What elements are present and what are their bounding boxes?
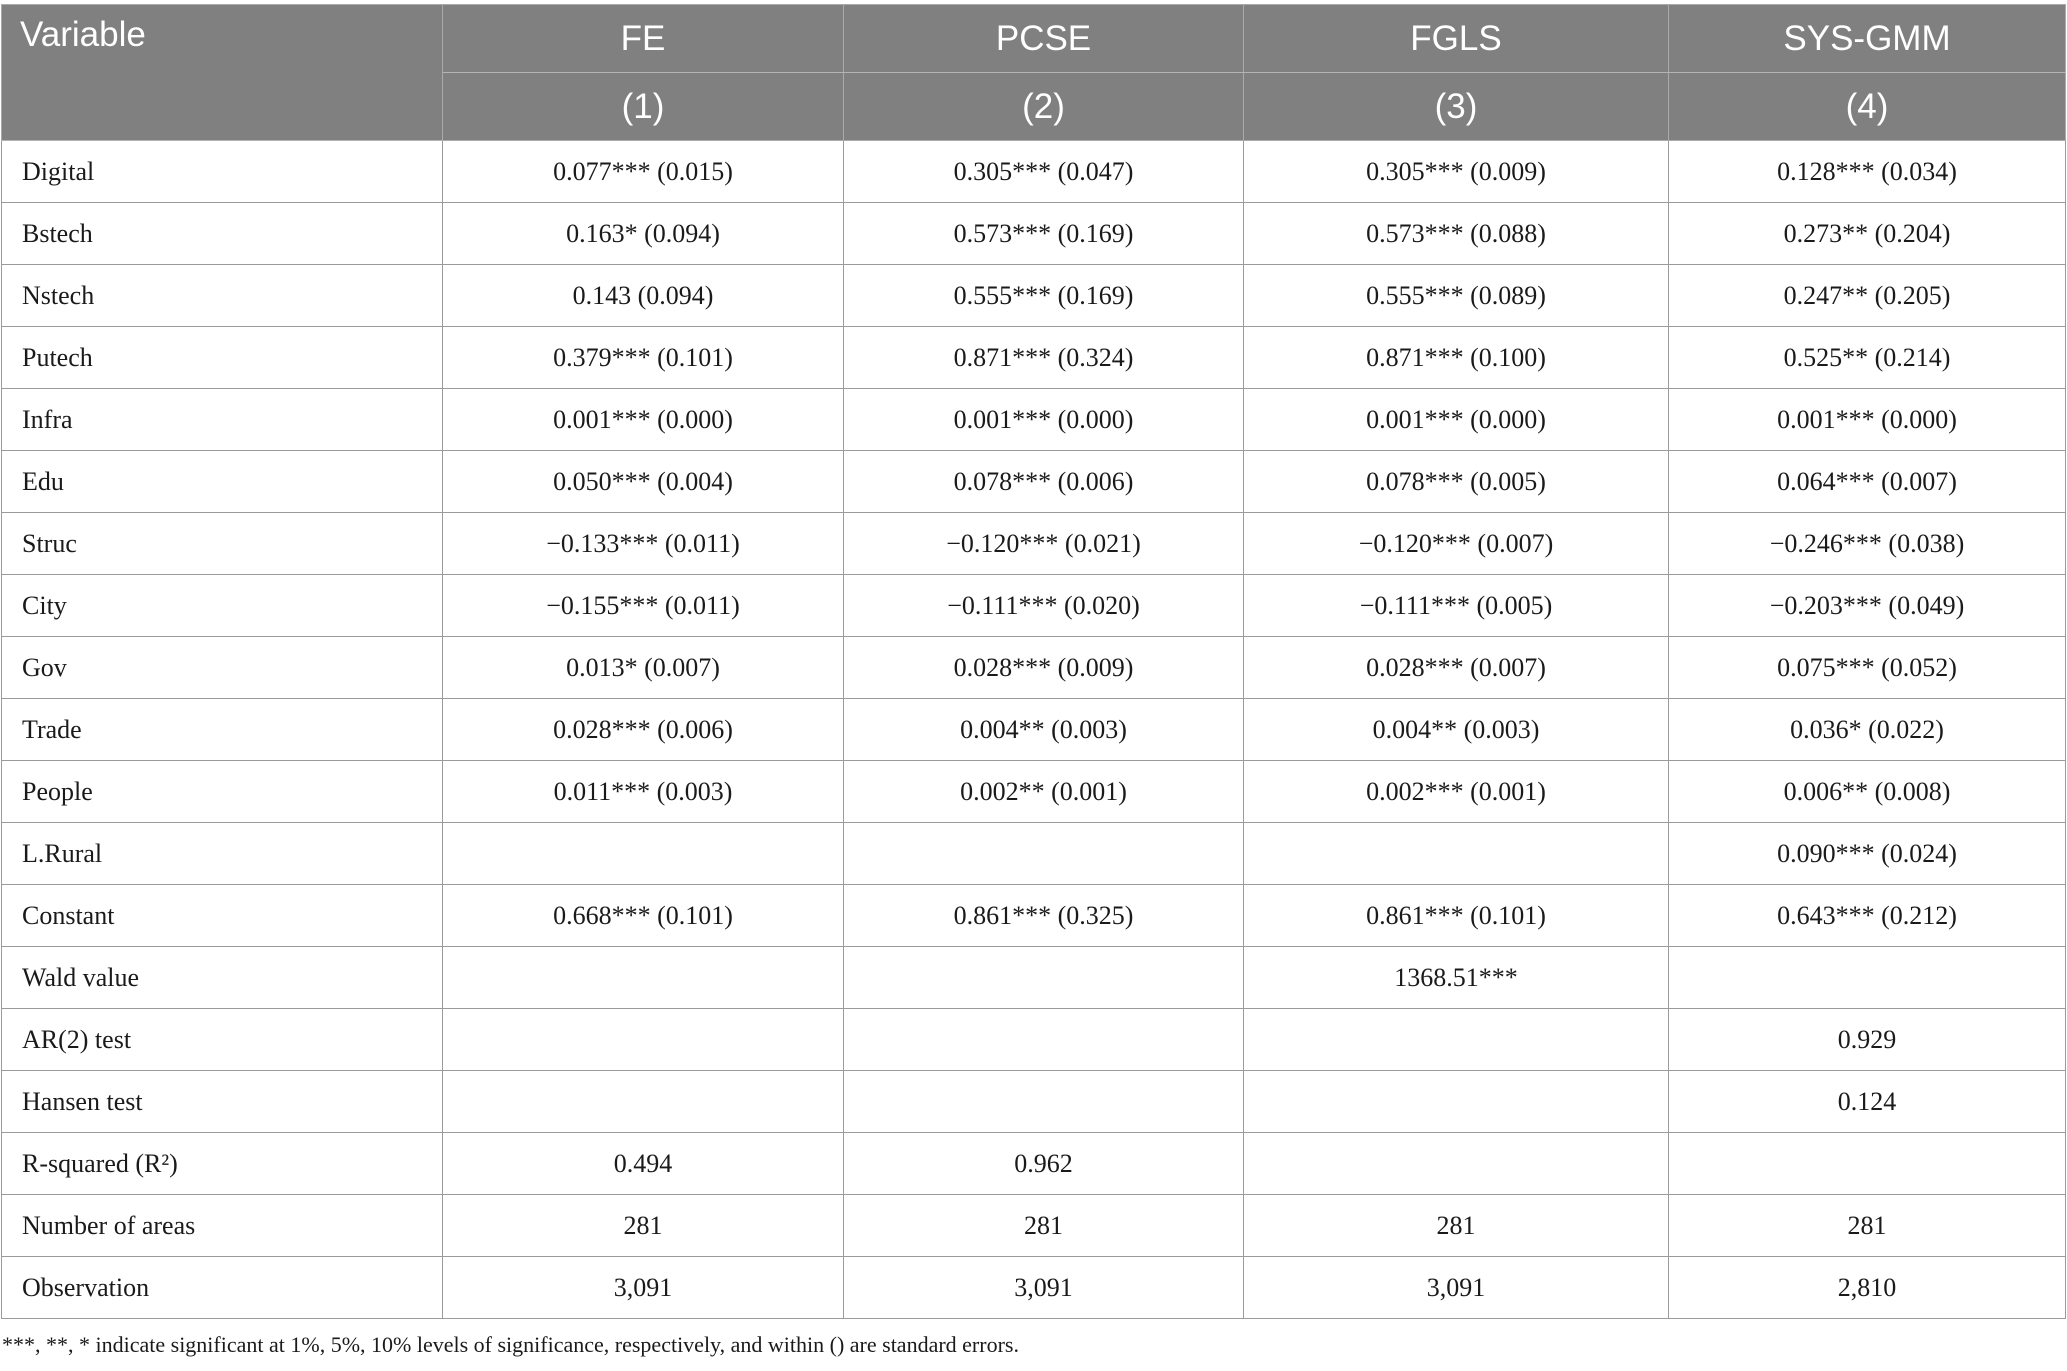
- table-cell: 3,091: [844, 1257, 1244, 1319]
- table-cell: 0.247** (0.205): [1669, 265, 2066, 327]
- table-cell: 0.090*** (0.024): [1669, 823, 2066, 885]
- table-body: [2, 141, 2066, 1319]
- table-row: [2, 1071, 2066, 1133]
- table-cell: 0.075*** (0.052): [1669, 637, 2066, 699]
- row-label: Number of areas: [2, 1195, 443, 1257]
- table-cell: 0.555*** (0.089): [1244, 265, 1669, 327]
- table-cell: [844, 1071, 1244, 1133]
- table-cell: 0.001*** (0.000): [844, 389, 1244, 451]
- row-label: Edu: [2, 451, 443, 513]
- row-label: Gov: [2, 637, 443, 699]
- table-cell: 0.077*** (0.015): [443, 141, 844, 203]
- row-label: Wald value: [2, 947, 443, 1009]
- table-row: [2, 699, 2066, 761]
- table-cell: 0.871*** (0.100): [1244, 327, 1669, 389]
- table-cell: 0.525** (0.214): [1669, 327, 2066, 389]
- header-number-4: (4): [1669, 73, 2066, 141]
- table-cell: [1244, 1071, 1669, 1133]
- table-cell: [1244, 823, 1669, 885]
- table-cell: 0.305*** (0.047): [844, 141, 1244, 203]
- table-cell: 0.861*** (0.101): [1244, 885, 1669, 947]
- table-cell: 0.028*** (0.009): [844, 637, 1244, 699]
- table-row: [2, 885, 2066, 947]
- table-header: [2, 5, 2066, 141]
- table-row: [2, 451, 2066, 513]
- table-cell: 0.064*** (0.007): [1669, 451, 2066, 513]
- header-row-models: [2, 5, 2066, 73]
- row-label: Constant: [2, 885, 443, 947]
- header-number-1: (1): [443, 73, 844, 141]
- table-cell: 0.013* (0.007): [443, 637, 844, 699]
- row-label: City: [2, 575, 443, 637]
- table-cell: 0.028*** (0.006): [443, 699, 844, 761]
- row-label: Bstech: [2, 203, 443, 265]
- table-row: [2, 389, 2066, 451]
- table-row: [2, 575, 2066, 637]
- header-model-pcse: PCSE: [844, 5, 1244, 73]
- table-cell: 0.006** (0.008): [1669, 761, 2066, 823]
- table-cell: 0.143 (0.094): [443, 265, 844, 327]
- table-cell: 0.494: [443, 1133, 844, 1195]
- table-row: [2, 823, 2066, 885]
- table-row: [2, 265, 2066, 327]
- table-cell: 0.028*** (0.007): [1244, 637, 1669, 699]
- table-cell: 1368.51***: [1244, 947, 1669, 1009]
- table-cell: [844, 1009, 1244, 1071]
- table-cell: [1669, 1133, 2066, 1195]
- table-cell: −0.133*** (0.011): [443, 513, 844, 575]
- table-cell: 0.011*** (0.003): [443, 761, 844, 823]
- table-cell: 0.573*** (0.088): [1244, 203, 1669, 265]
- row-label: AR(2) test: [2, 1009, 443, 1071]
- table-cell: −0.203*** (0.049): [1669, 575, 2066, 637]
- table-cell: 0.555*** (0.169): [844, 265, 1244, 327]
- table-cell: 3,091: [443, 1257, 844, 1319]
- table-row: [2, 761, 2066, 823]
- table-cell: 281: [1244, 1195, 1669, 1257]
- row-label: Digital: [2, 141, 443, 203]
- table-cell: 0.002*** (0.001): [1244, 761, 1669, 823]
- table-cell: 281: [1669, 1195, 2066, 1257]
- table-cell: [844, 947, 1244, 1009]
- table-cell: −0.111*** (0.020): [844, 575, 1244, 637]
- header-model-fgls: FGLS: [1244, 5, 1669, 73]
- table-cell: 0.163* (0.094): [443, 203, 844, 265]
- table-cell: 0.573*** (0.169): [844, 203, 1244, 265]
- table-cell: [1244, 1009, 1669, 1071]
- table-cell: 3,091: [1244, 1257, 1669, 1319]
- table-cell: 0.036* (0.022): [1669, 699, 2066, 761]
- row-label: Putech: [2, 327, 443, 389]
- header-variable: Variable: [2, 5, 443, 141]
- table-footnote: ***, **, * indicate significant at 1%, 5%, 10% levels of significance, respectively, and within () are standard errors.: [2, 1332, 1019, 1357]
- table-cell: −0.246*** (0.038): [1669, 513, 2066, 575]
- table-row: [2, 1133, 2066, 1195]
- row-label: Hansen test: [2, 1071, 443, 1133]
- table-cell: 0.273** (0.204): [1669, 203, 2066, 265]
- table-cell: [443, 947, 844, 1009]
- table-cell: [1669, 947, 2066, 1009]
- header-model-sys-gmm: SYS-GMM: [1669, 5, 2066, 73]
- table-cell: 0.128*** (0.034): [1669, 141, 2066, 203]
- table-cell: 0.078*** (0.005): [1244, 451, 1669, 513]
- table-row: [2, 327, 2066, 389]
- table-cell: 0.305*** (0.009): [1244, 141, 1669, 203]
- table-cell: −0.120*** (0.021): [844, 513, 1244, 575]
- table-cell: −0.111*** (0.005): [1244, 575, 1669, 637]
- row-label: Infra: [2, 389, 443, 451]
- table-cell: 0.004** (0.003): [1244, 699, 1669, 761]
- table-row: [2, 203, 2066, 265]
- table-cell: 0.124: [1669, 1071, 2066, 1133]
- row-label: People: [2, 761, 443, 823]
- table-cell: 0.001*** (0.000): [1244, 389, 1669, 451]
- row-label: Trade: [2, 699, 443, 761]
- table-row: [2, 637, 2066, 699]
- table-row: [2, 141, 2066, 203]
- row-label: L.Rural: [2, 823, 443, 885]
- row-label: R-squared (R²): [2, 1133, 443, 1195]
- table-cell: 0.668*** (0.101): [443, 885, 844, 947]
- table-cell: 0.929: [1669, 1009, 2066, 1071]
- header-number-3: (3): [1244, 73, 1669, 141]
- table-cell: [1244, 1133, 1669, 1195]
- table-cell: −0.120*** (0.007): [1244, 513, 1669, 575]
- table-cell: 0.004** (0.003): [844, 699, 1244, 761]
- table-cell: 0.002** (0.001): [844, 761, 1244, 823]
- row-label: Struc: [2, 513, 443, 575]
- table-row: [2, 1195, 2066, 1257]
- table-cell: [443, 823, 844, 885]
- table-cell: 2,810: [1669, 1257, 2066, 1319]
- table-cell: 0.001*** (0.000): [443, 389, 844, 451]
- table-row: [2, 1009, 2066, 1071]
- table-cell: 0.001*** (0.000): [1669, 389, 2066, 451]
- table-cell: 0.050*** (0.004): [443, 451, 844, 513]
- table-cell: 0.379*** (0.101): [443, 327, 844, 389]
- row-label: Nstech: [2, 265, 443, 327]
- table-row: [2, 947, 2066, 1009]
- table-cell: 0.871*** (0.324): [844, 327, 1244, 389]
- table-cell: 281: [844, 1195, 1244, 1257]
- table-cell: 0.861*** (0.325): [844, 885, 1244, 947]
- table-cell: 0.962: [844, 1133, 1244, 1195]
- table-cell: [443, 1071, 844, 1133]
- header-number-2: (2): [844, 73, 1244, 141]
- header-model-fe: FE: [443, 5, 844, 73]
- regression-table: [1, 4, 2066, 1319]
- table-cell: [443, 1009, 844, 1071]
- table-cell: 0.078*** (0.006): [844, 451, 1244, 513]
- table-row: [2, 1257, 2066, 1319]
- table-row: [2, 513, 2066, 575]
- table-cell: 0.643*** (0.212): [1669, 885, 2066, 947]
- table-cell: −0.155*** (0.011): [443, 575, 844, 637]
- row-label: Observation: [2, 1257, 443, 1319]
- table-cell: [844, 823, 1244, 885]
- table-cell: 281: [443, 1195, 844, 1257]
